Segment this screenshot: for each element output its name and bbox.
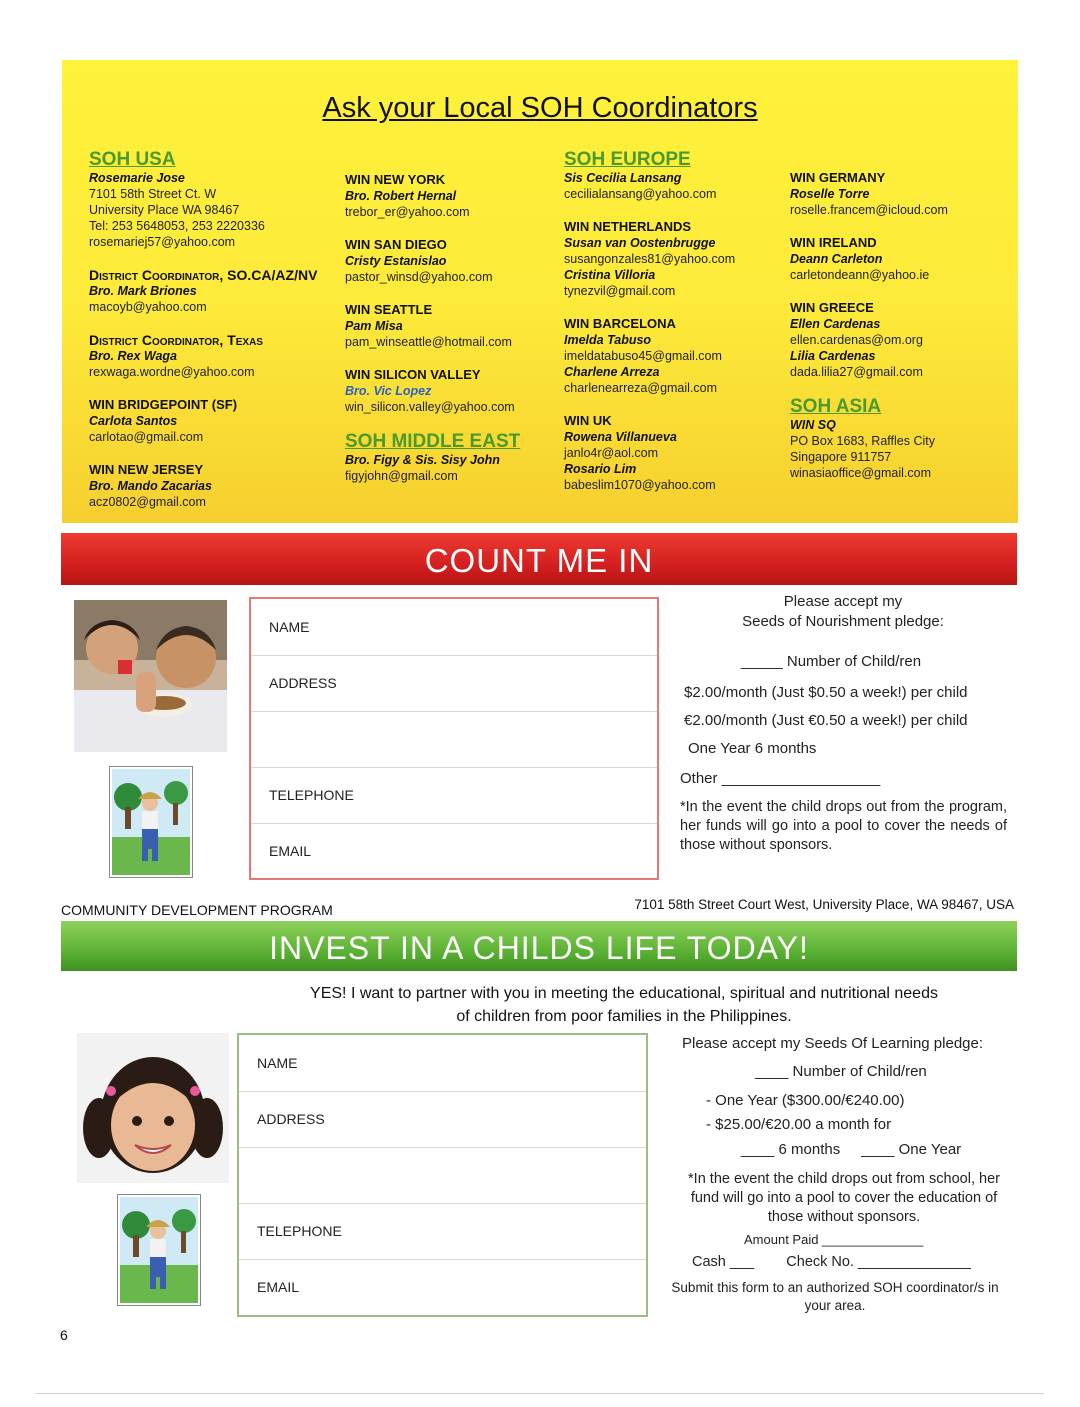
coordinator-name: Pam Misa <box>345 319 403 333</box>
coordinator-name: Bro. Vic Lopez <box>345 384 432 398</box>
boy-sowing-illustration-2 <box>117 1194 201 1306</box>
chapter-heading: WIN BARCELONA <box>564 316 676 331</box>
partner-statement-line-2: of children from poor families in the Philippines. <box>456 1008 792 1025</box>
nourishment-pledge-heading <box>683 592 1003 632</box>
chapter-heading: WIN NETHERLANDS <box>564 219 692 234</box>
coordinator-block <box>345 367 560 415</box>
chapter-heading: WIN GREECE <box>790 300 874 315</box>
submit-instruction: Submit this form to an authorized SOH coordinator/s in your area. <box>671 1280 999 1313</box>
coordinator-block <box>345 237 560 285</box>
form-label: ADDRESS <box>257 1111 325 1127</box>
coordinators-column-1 <box>89 150 339 527</box>
coordinator-detail: tynezvil@gmail.com <box>564 284 676 298</box>
form-row-address[interactable] <box>239 1091 646 1148</box>
coordinator-block <box>790 235 990 283</box>
coordinator-detail: imeldatabuso45@gmail.com <box>564 349 722 363</box>
form-row-name[interactable] <box>239 1035 646 1092</box>
boy-sowing-illustration <box>109 766 193 878</box>
chapter-heading: WIN BRIDGEPOINT (SF) <box>89 397 238 412</box>
chapter-heading: WIN NEW YORK <box>345 172 446 187</box>
coordinator-detail: rosemariej57@yahoo.com <box>89 235 236 249</box>
partner-statement-line-1: YES! I want to partner with you in meeting the educational, spiritual and nutritional needs <box>310 985 938 1002</box>
coordinator-name: Bro. Mando Zacarias <box>89 479 212 493</box>
coordinator-block <box>89 397 339 445</box>
invest-banner: INVEST IN A CHILDS LIFE TODAY! <box>61 921 1017 971</box>
coordinator-name: Rosario Lim <box>564 462 637 476</box>
coordinator-block <box>564 219 784 299</box>
coordinators-panel <box>62 60 1018 523</box>
coordinator-name: Deann Carleton <box>790 252 883 266</box>
region-heading: SOH MIDDLE EAST <box>345 431 521 452</box>
coordinator-detail: babeslim1070@yahoo.com <box>564 478 716 492</box>
coordinators-column-3 <box>564 150 784 510</box>
form-label: NAME <box>257 1055 298 1071</box>
bottom-divider <box>35 1393 1044 1394</box>
coordinator-detail: ellen.cardenas@om.org <box>790 333 923 347</box>
coordinator-block <box>89 332 339 380</box>
coordinator-block <box>790 397 990 481</box>
chapter-heading: WIN SAN DIEGO <box>345 237 447 252</box>
page-number: 6 <box>60 1327 68 1343</box>
partner-statement <box>264 982 984 1028</box>
program-address: 7101 58th Street Court West, University Place, WA 98467, USA <box>634 897 1014 912</box>
invest-form <box>237 1033 648 1317</box>
coordinator-name: Susan van Oostenbrugge <box>564 236 716 250</box>
coordinator-block <box>564 150 784 202</box>
option-duration: One Year 6 months <box>688 740 817 757</box>
coordinator-block <box>89 267 339 315</box>
coordinator-detail: University Place WA 98467 <box>89 203 240 217</box>
coordinator-block <box>345 172 560 220</box>
chapter-heading: WIN SEATTLE <box>345 302 433 317</box>
coordinator-detail: macoyb@yahoo.com <box>89 300 207 314</box>
form-row-email[interactable] <box>251 823 657 879</box>
form-row-name[interactable] <box>251 599 657 656</box>
coordinator-block <box>790 300 990 380</box>
coordinator-block <box>564 413 784 493</box>
coordinator-detail: trebor_er@yahoo.com <box>345 205 470 219</box>
number-of-children-line: _____ Number of Child/ren <box>741 653 922 670</box>
coordinator-name: Rowena Villanueva <box>564 430 677 444</box>
coordinator-name: Imelda Tabuso <box>564 333 652 347</box>
form-label: TELEPHONE <box>257 1223 342 1239</box>
learning-pledge-heading: Please accept my Seeds Of Learning pledge: <box>682 1035 984 1052</box>
coordinator-detail: pastor_winsd@yahoo.com <box>345 270 493 284</box>
option-other: Other ___________________ <box>680 770 881 787</box>
coordinator-name: Bro. Robert Hernal <box>345 189 457 203</box>
form-label: NAME <box>269 619 310 635</box>
invest-option-duration: ____ 6 months ____ One Year <box>741 1141 962 1158</box>
pledge-line-2: Seeds of Nourishment pledge: <box>742 613 944 630</box>
coordinators-column-4 <box>790 170 990 498</box>
coordinator-name: Roselle Torre <box>790 187 870 201</box>
coordinator-detail: charlenearreza@gmail.com <box>564 381 718 395</box>
coordinator-detail: 7101 58th Street Ct. W <box>89 187 217 201</box>
coordinator-detail: dada.lilia27@gmail.com <box>790 365 923 379</box>
coordinator-block <box>345 432 560 484</box>
coordinator-name: Cristina Villoria <box>564 268 656 282</box>
coordinator-detail: winasiaoffice@gmail.com <box>790 466 931 480</box>
chapter-heading: District Coordinator, SO.CA/AZ/NV <box>89 267 318 283</box>
coordinator-block <box>89 462 339 510</box>
form-row-address[interactable] <box>251 655 657 712</box>
chapter-heading: WIN SILICON VALLEY <box>345 367 481 382</box>
coordinator-detail: win_silicon.valley@yahoo.com <box>345 400 515 414</box>
invest-note: *In the event the child drops out from school, her fund will go into a pool to cover the education of those without sponsors. <box>688 1171 1000 1225</box>
pledge-line-1: Please accept my <box>783 593 903 610</box>
nourishment-note: *In the event the child drops out from the program, her funds will go into a pool to cover the needs of those without sponsors. <box>680 799 1007 853</box>
coordinator-name: Ellen Cardenas <box>790 317 881 331</box>
coordinator-name: Rosemarie Jose <box>89 171 185 185</box>
coordinator-name: Bro. Rex Waga <box>89 349 177 363</box>
chapter-heading: WIN IRELAND <box>790 235 877 250</box>
form-label: ADDRESS <box>269 675 337 691</box>
coordinator-detail: carletondeann@yahoo.ie <box>790 268 930 282</box>
coordinator-detail: pam_winseattle@hotmail.com <box>345 335 512 349</box>
coordinator-block <box>790 170 990 218</box>
coordinator-detail: susangonzales81@yahoo.com <box>564 252 736 266</box>
coordinator-detail: janlo4r@aol.com <box>564 446 658 460</box>
chapter-heading: WIN GERMANY <box>790 170 886 185</box>
child-eating-photo <box>74 600 227 752</box>
smiling-girl-photo <box>77 1033 229 1183</box>
chapter-heading: District Coordinator, Texas <box>89 332 263 348</box>
count-me-in-banner: COUNT ME IN <box>61 533 1017 585</box>
coordinator-block <box>345 302 560 350</box>
coordinator-name: Lilia Cardenas <box>790 349 876 363</box>
region-heading: SOH ASIA <box>790 396 882 417</box>
payment-method-line: Cash ___ Check No. ______________ <box>692 1254 971 1270</box>
form-row-address-line-2[interactable] <box>239 1147 646 1204</box>
amount-paid-line: Amount Paid ______________ <box>744 1232 924 1247</box>
coordinator-name: Charlene Arreza <box>564 365 660 379</box>
coordinators-column-2 <box>345 172 560 501</box>
form-row-telephone[interactable] <box>251 767 657 824</box>
region-heading: SOH USA <box>89 149 176 170</box>
invest-number-of-children: ____ Number of Child/ren <box>755 1063 927 1080</box>
form-label: TELEPHONE <box>269 787 354 803</box>
coordinator-name: Carlota Santos <box>89 414 178 428</box>
coordinator-detail: Singapore 911757 <box>790 450 892 464</box>
invest-option-monthly: - $25.00/€20.00 a month for <box>706 1116 892 1133</box>
coordinator-detail: cecilialansang@yahoo.com <box>564 187 717 201</box>
form-label: EMAIL <box>257 1279 300 1295</box>
program-name: COMMUNITY DEVELOPMENT PROGRAM <box>61 902 333 918</box>
coordinator-name: Cristy Estanislao <box>345 254 447 268</box>
coordinator-detail: rexwaga.wordne@yahoo.com <box>89 365 255 379</box>
form-row-telephone[interactable] <box>239 1203 646 1260</box>
invest-option-one-year: - One Year ($300.00/€240.00) <box>706 1092 905 1109</box>
region-heading: SOH EUROPE <box>564 149 691 170</box>
coordinator-detail: acz0802@gmail.com <box>89 495 206 509</box>
coordinator-name: WIN SQ <box>790 418 836 432</box>
coordinator-name: Bro. Mark Briones <box>89 284 197 298</box>
coordinator-detail: PO Box 1683, Raffles City <box>790 434 935 448</box>
coordinator-detail: carlotao@gmail.com <box>89 430 204 444</box>
form-row-email[interactable] <box>239 1259 646 1315</box>
option-eur-monthly: €2.00/month (Just €0.50 a week!) per child <box>684 712 968 729</box>
coordinator-name: Sis Cecilia Lansang <box>564 171 682 185</box>
coordinator-block <box>564 316 784 396</box>
coordinator-block <box>89 150 339 250</box>
option-usd-monthly: $2.00/month (Just $0.50 a week!) per child <box>684 684 968 701</box>
chapter-heading: WIN UK <box>564 413 612 428</box>
coordinator-detail: roselle.francem@icloud.com <box>790 203 948 217</box>
form-label: EMAIL <box>269 843 312 859</box>
coordinator-detail: Tel: 253 5648053, 253 2220336 <box>89 219 265 233</box>
coordinator-detail: figyjohn@gmail.com <box>345 469 458 483</box>
form-row-address-line-2[interactable] <box>251 711 657 768</box>
count-me-in-form <box>249 597 659 880</box>
chapter-heading: WIN NEW JERSEY <box>89 462 204 477</box>
coordinator-name: Bro. Figy & Sis. Sisy John <box>345 453 500 467</box>
coordinators-title: Ask your Local SOH Coordinators <box>322 92 758 124</box>
